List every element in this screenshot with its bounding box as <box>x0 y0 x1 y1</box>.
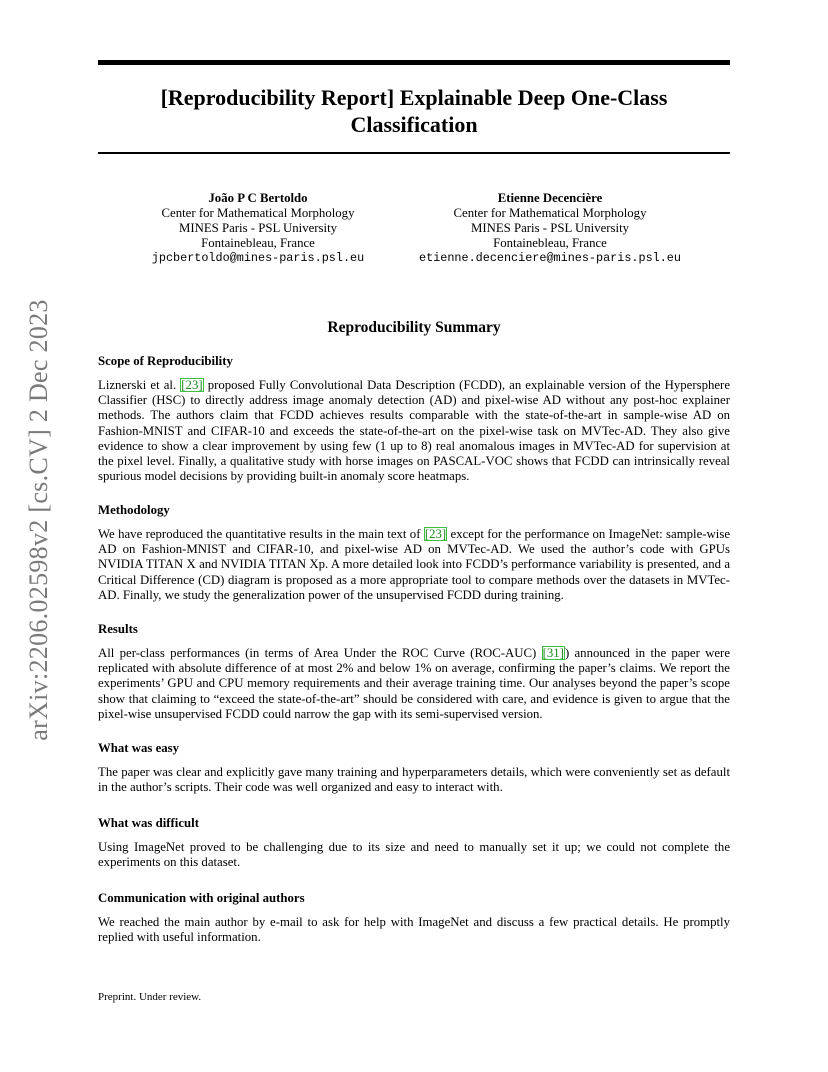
section-heading: Results <box>98 622 138 636</box>
author-name: João P C Bertoldo <box>208 191 308 205</box>
author-location: Fontainebleau, France <box>493 236 607 250</box>
section-methodology <box>98 503 730 603</box>
authors-block <box>98 191 730 271</box>
section-body: We reached the main author by e-mail to ask for help with ImageNet and discuss a few practical details. He promptly replied with useful information. <box>98 915 730 945</box>
citation-link[interactable]: [23] <box>424 527 447 541</box>
section-heading: Methodology <box>98 503 170 517</box>
body-text: proposed Fully Convolutional Data Description (FCDD), an explainable version of the Hypersphere Classifier (HSC) to directly address image anomaly detection (AD) and pixel-wise AD without any post-hoc explainer methods. The authors claim that FCDD achieves results comparable with the state-of-the-art in sample-wise AD on Fashion-MNIST and CIFAR-10 and exceeds the state-of-the-art on the pixel-wise task on MVTec-AD. They also give evidence to show a clear improvement by using few (1 up to 8) real anomalous images in MVTec-AD for supervision at the pixel level. Finally, a qualitative study with horse images on PASCAL-VOC shows that FCDD can intrinsically reveal spurious model decisions by providing built-in anomaly score heatmaps. <box>98 378 730 484</box>
section-body <box>98 378 730 484</box>
body-text: All per-class performances (in terms of Area Under the ROC Curve (ROC-AUC) <box>98 646 542 660</box>
top-rule <box>98 60 730 65</box>
author-affiliation: Center for Mathematical Morphology <box>453 206 647 220</box>
section-scope <box>98 354 730 484</box>
author-affiliation: MINES Paris - PSL University <box>178 221 338 235</box>
section-body: The paper was clear and explicitly gave many training and hyperparameters details, which were conveniently set as default in the author’s scripts. Their code was well organized and easy to interact with. <box>98 765 730 795</box>
author-affiliation: Center for Mathematical Morphology <box>161 206 355 220</box>
author-affiliation: MINES Paris - PSL University <box>470 221 630 235</box>
section-heading: Communication with original authors <box>98 891 305 905</box>
section-communication <box>98 891 730 945</box>
title-line-2: Classification <box>350 112 478 137</box>
section-heading: What was easy <box>98 741 180 755</box>
author-1 <box>132 191 384 266</box>
section-body <box>98 527 730 603</box>
body-text: We have reproduced the quantitative results in the main text of <box>98 527 424 541</box>
section-heading: What was difficult <box>98 816 199 830</box>
author-2 <box>404 191 696 266</box>
author-email: etienne.decenciere@mines-paris.psl.eu <box>419 251 681 265</box>
section-body <box>98 646 730 722</box>
title-bottom-rule <box>98 152 730 154</box>
body-text: ) announced in the paper were replicated with absolute difference of at most 2% and below 1% on average, confirming the paper’s claims. We report the experiments’ GPU and CPU memory requirements and their average training time. Our analyses beyond the paper’s scope show that claiming to “exceed the state-of-the-art” should be considered with care, and evidence is given to argue that the pixel-wise unsupervised FCDD could narrow the gap with its semi-supervised version. <box>98 646 731 721</box>
author-name: Etienne Decencière <box>497 191 603 205</box>
body-text: except for the performance on ImageNet: sample-wise AD on Fashion-MNIST and CIFAR-10, and pixel-wise AD on MVTec-AD. We used the author’s code with GPUs NVIDIA TITAN X and NVIDIA TITAN Xp. A more detailed look into FCDD’s performance variability is presented, and a Critical Difference (CD) diagram is proposed as a more appropriate tool to compare methods over the datasets in MVTec-AD. Finally, we study the generalization power of the unsupervised FCDD during training. <box>98 527 731 602</box>
section-easy <box>98 741 730 795</box>
citation-link[interactable]: [31] <box>542 646 564 660</box>
author-email: jpcbertoldo@mines-paris.psl.eu <box>151 251 365 265</box>
summary-heading: Reproducibility Summary <box>327 319 501 336</box>
arxiv-side-label: arXiv:2206.02598v2 [cs.CV] 2 Dec 2023 <box>24 299 53 741</box>
section-heading: Scope of Reproducibility <box>98 354 233 368</box>
footer-note: Preprint. Under review. <box>98 991 202 1003</box>
citation-link[interactable]: [23] <box>181 378 203 392</box>
title-line-1: [Reproducibility Report] Explainable Deep One-Class <box>160 85 668 110</box>
section-results <box>98 622 730 722</box>
paper-title <box>98 84 730 138</box>
author-location: Fontainebleau, France <box>201 236 315 250</box>
body-text: Liznerski et al. <box>98 378 181 392</box>
section-difficult <box>98 816 730 870</box>
section-body: Using ImageNet proved to be challenging due to its size and need to manually set it up; we could not complete the experiments on this dataset. <box>98 840 730 870</box>
